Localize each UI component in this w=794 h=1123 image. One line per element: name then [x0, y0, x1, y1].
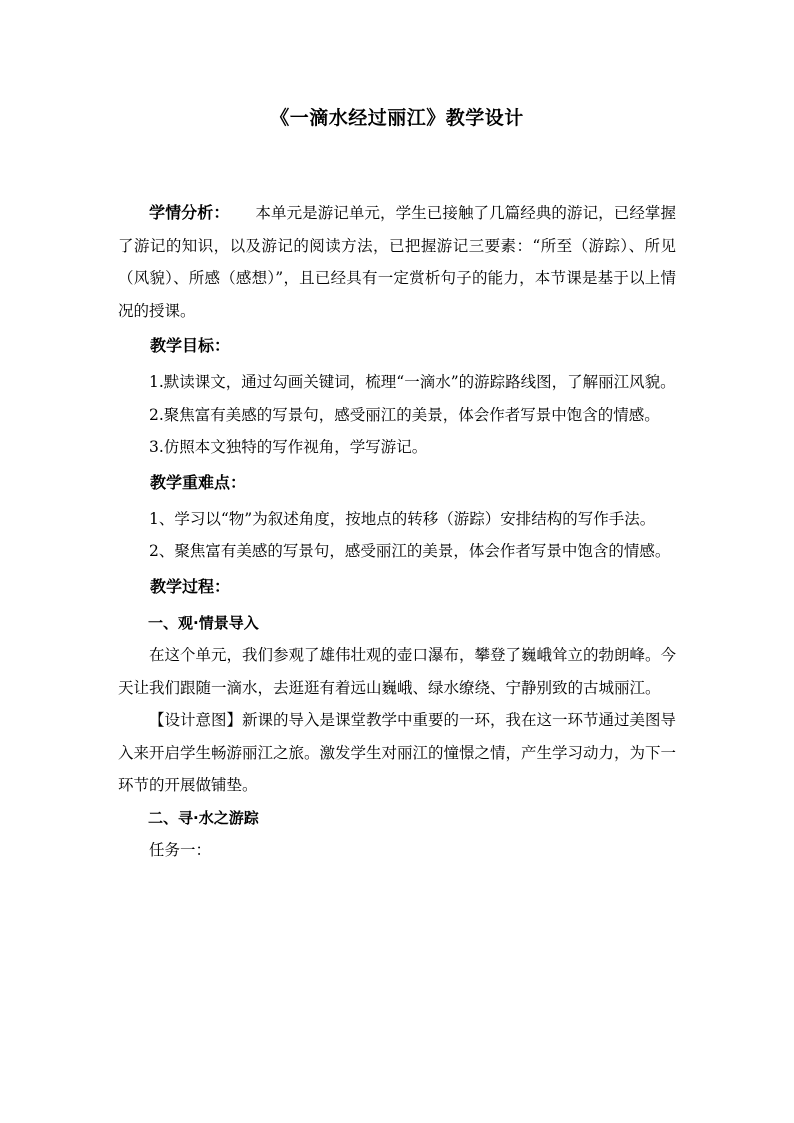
- section-title: 一、观·情景导入: [148, 613, 259, 632]
- goal-item: 2.聚焦富有美感的写景句，感受丽江的美景，体会作者写景中饱含的情感。: [149, 405, 660, 424]
- analysis-paragraph: [118, 197, 676, 327]
- section-title: 二、寻·水之游踪: [148, 808, 259, 827]
- document-body: [118, 197, 676, 867]
- design-intent: 【设计意图】新课的导入是课堂教学中重要的一环，我在这一环节通过美图导入来开启学生畅游丽江之旅。激发学生对丽江的憧憬之情，产生学习动力，为下一环节的开展做铺垫。: [118, 711, 677, 794]
- difficulty-item: 2、聚焦富有美感的写景句，感受丽江的美景，体会作者写景中饱含的情感。: [149, 542, 671, 560]
- process-heading: 教学过程：: [150, 576, 231, 596]
- goals-heading: 教学目标：: [150, 336, 231, 355]
- document-title: 《一滴水经过丽江》教学设计: [270, 107, 524, 129]
- goal-item: 1.默读课文，通过勾画关键词，梳理“一滴水”的游踪路线图，了解丽江风貌。: [149, 373, 676, 391]
- section-text: 在这个单元，我们参观了雄伟壮观的壶口瀑布，攀登了巍峨耸立的勃朗峰。今天让我们跟随一滴水，去逛逛有着远山巍峨、绿水缭绕、宁静别致的古城丽江。: [118, 646, 677, 697]
- analysis-label: 学情分析：: [149, 203, 230, 222]
- task-label: 任务一：: [149, 841, 212, 859]
- analysis-text: 本单元是游记单元，学生已接触了几篇经典的游记，已经掌握了游记的知识，以及游记的阅读方法，已把握游记三要素：“所至（游踪）、所见（风貌）、所感（感想）”，且已经具有一定赏析句子的能力，本节课是基于以上情况的授课。: [118, 204, 676, 320]
- difficulty-item: 1、学习以“物”为叙述角度，按地点的转移（游踪）安排结构的写作手法。: [149, 509, 656, 528]
- difficulties-heading: 教学重难点：: [150, 472, 247, 492]
- goal-item: 3.仿照本文独特的写作视角，学写游记。: [149, 438, 428, 456]
